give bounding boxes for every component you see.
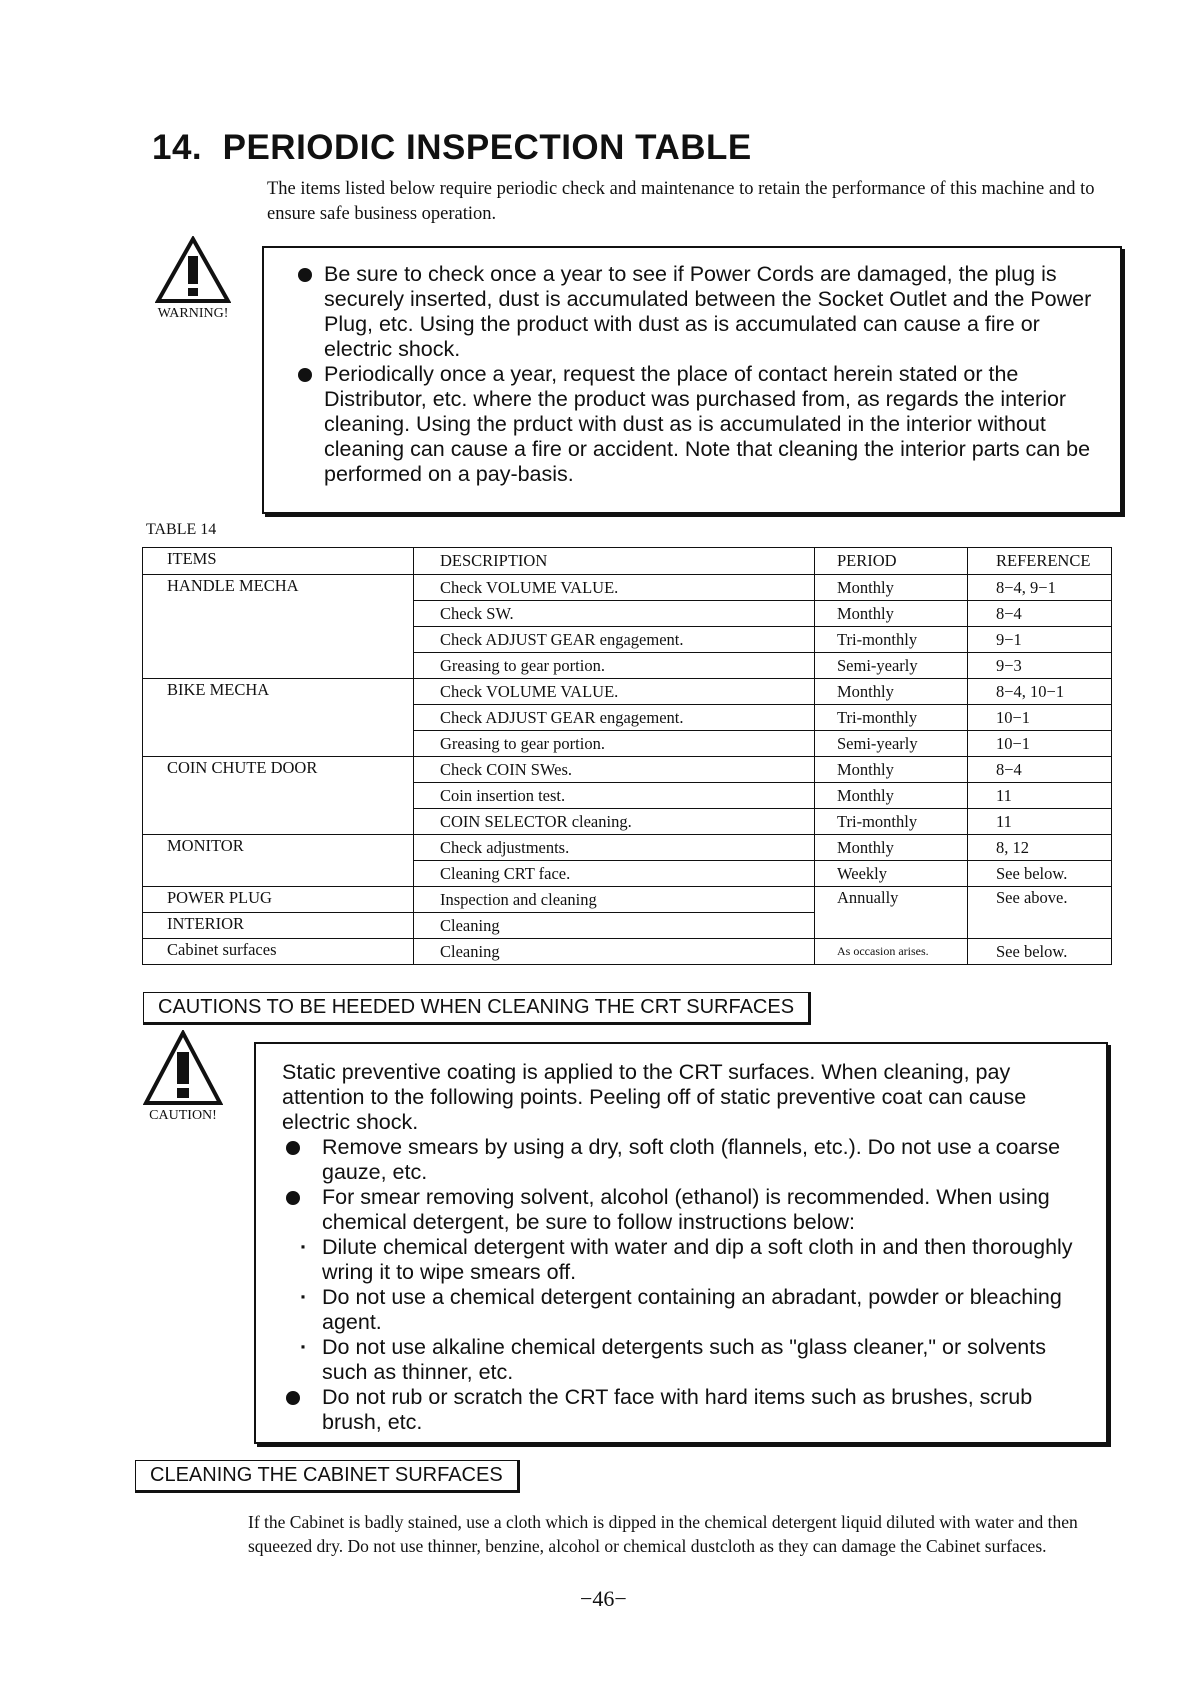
caution-lead: Static preventive coating is applied to the CRT surfaces. When cleaning, pay attention to the following points. Peeling off of static preventive coat can cause electric shock.: [282, 1060, 1027, 1134]
description-cell: Inspection and cleaning: [414, 887, 815, 913]
description-cell: Greasing to gear portion.: [414, 731, 815, 757]
table-header-row: [143, 548, 1112, 575]
item-cell: HANDLE MECHA: [143, 575, 414, 679]
item-cell: COIN CHUTE DOOR: [143, 757, 414, 835]
header-period: PERIOD: [815, 548, 968, 575]
reference-cell: 8, 12: [968, 835, 1112, 861]
reference-cell: 8−4: [968, 601, 1112, 627]
warning-symbol: [150, 236, 236, 322]
cabinet-cleaning-heading: CLEANING THE CABINET SURFACES: [135, 1460, 520, 1493]
warning-box: [262, 246, 1122, 514]
caution-bullet: Do not rub or scratch the CRT face with hard items such as brushes, scrub brush, etc.: [282, 1385, 1082, 1435]
warning-triangle-icon: [155, 236, 231, 304]
section-title-text: PERIODIC INSPECTION TABLE: [222, 128, 752, 167]
caution-label: CAUTION!: [149, 1108, 217, 1123]
period-cell: Monthly: [815, 835, 968, 861]
caution-subitem: · Do not use a chemical detergent containing an abradant, powder or bleaching agent.: [282, 1285, 1082, 1335]
reference-cell: 9−3: [968, 653, 1112, 679]
warning-bullet: Periodically once a year, request the place of contact herein stated or the Distributor, etc. where the product was purchased from, as regards the interior cleaning. Using the prduct with dust as is accumulated in the interior without cleaning can cause a fire or accident. Note that cleaning the interior parts can be performed on a pay-basis.: [288, 362, 1096, 487]
reference-cell: 10−1: [968, 705, 1112, 731]
section-title: [152, 128, 752, 168]
reference-cell: 8−4, 9−1: [968, 575, 1112, 601]
period-cell: Tri-monthly: [815, 627, 968, 653]
item-cell: MONITOR: [143, 835, 414, 887]
description-cell: Coin insertion test.: [414, 783, 815, 809]
description-cell: Check ADJUST GEAR engagement.: [414, 705, 815, 731]
description-cell: Check COIN SWes.: [414, 757, 815, 783]
period-cell: Tri-monthly: [815, 809, 968, 835]
header-description: DESCRIPTION: [414, 548, 815, 575]
reference-cell: See below.: [968, 939, 1112, 965]
period-cell: Tri-monthly: [815, 705, 968, 731]
reference-cell: 10−1: [968, 731, 1112, 757]
reference-cell: See below.: [968, 861, 1112, 887]
inspection-table: [142, 547, 1112, 965]
caution-subitem: · Do not use alkaline chemical detergents such as "glass cleaner," or solvents such as thinner, etc.: [282, 1335, 1082, 1385]
period-cell: Monthly: [815, 757, 968, 783]
page-number: −46−: [580, 1586, 627, 1611]
description-cell: Check VOLUME VALUE.: [414, 679, 815, 705]
period-cell: Semi-yearly: [815, 653, 968, 679]
section-number: 14.: [152, 128, 203, 167]
period-cell: Semi-yearly: [815, 731, 968, 757]
description-cell: Cleaning: [414, 913, 815, 939]
header-reference: REFERENCE: [968, 548, 1112, 575]
table-row: [143, 939, 1112, 965]
period-cell: Monthly: [815, 783, 968, 809]
reference-cell: 8−4, 10−1: [968, 679, 1112, 705]
item-cell: Cabinet surfaces: [143, 939, 414, 965]
table-caption: TABLE 14: [146, 521, 217, 538]
caution-triangle-icon: [143, 1030, 223, 1106]
period-cell: Annually: [815, 887, 968, 939]
description-cell: Cleaning CRT face.: [414, 861, 815, 887]
description-cell: Greasing to gear portion.: [414, 653, 815, 679]
table-row: [143, 575, 1112, 601]
intro-paragraph: The items listed below require periodic check and maintenance to retain the performance of this machine and to ensure safe business operation.: [267, 179, 1095, 224]
description-cell: Check ADJUST GEAR engagement.: [414, 627, 815, 653]
reference-cell: 11: [968, 809, 1112, 835]
crt-cautions-heading: CAUTIONS TO BE HEEDED WHEN CLEANING THE CRT SURFACES: [143, 992, 811, 1025]
caution-bullet: For smear removing solvent, alcohol (ethanol) is recommended. When using chemical detergent, be sure to follow instructions below:: [282, 1185, 1082, 1235]
period-cell: Monthly: [815, 601, 968, 627]
description-cell: Check VOLUME VALUE.: [414, 575, 815, 601]
cabinet-cleaning-text: If the Cabinet is badly stained, use a cloth which is dipped in the chemical detergent liquid diluted with water and then squeezed dry. Do not use thinner, benzine, alcohol or chemical dustcloth as they can damage the Cabinet surfaces.: [248, 1512, 1078, 1556]
description-cell: Check SW.: [414, 601, 815, 627]
description-cell: Cleaning: [414, 939, 815, 965]
reference-cell: See above.: [968, 887, 1112, 939]
reference-cell: 8−4: [968, 757, 1112, 783]
period-cell: Weekly: [815, 861, 968, 887]
description-cell: COIN SELECTOR cleaning.: [414, 809, 815, 835]
reference-cell: 11: [968, 783, 1112, 809]
table-row: [143, 835, 1112, 861]
warning-bullet: Be sure to check once a year to see if Power Cords are damaged, the plug is securely inserted, dust is accumulated between the Socket Outlet and the Power Plug, etc. Using the product with dust as is accumulated can cause a fire or electric shock.: [288, 262, 1096, 362]
reference-cell: 9−1: [968, 627, 1112, 653]
item-cell: POWER PLUG: [143, 887, 414, 913]
caution-symbol: [138, 1030, 228, 1124]
caution-box: [254, 1042, 1108, 1444]
table-row: [143, 887, 1112, 913]
table-row: [143, 757, 1112, 783]
caution-subitem: · Dilute chemical detergent with water and dip a soft cloth in and then thoroughly wring it to wipe smears off.: [282, 1235, 1082, 1285]
period-cell: As occasion arises.: [815, 939, 968, 965]
warning-label: WARNING!: [157, 306, 229, 321]
table-row: [143, 679, 1112, 705]
description-cell: Check adjustments.: [414, 835, 815, 861]
header-items: ITEMS: [143, 548, 414, 575]
item-cell: BIKE MECHA: [143, 679, 414, 757]
caution-bullet: Remove smears by using a dry, soft cloth (flannels, etc.). Do not use a coarse gauze, etc.: [282, 1135, 1082, 1185]
period-cell: Monthly: [815, 575, 968, 601]
period-cell: Monthly: [815, 679, 968, 705]
item-cell: INTERIOR: [143, 913, 414, 939]
